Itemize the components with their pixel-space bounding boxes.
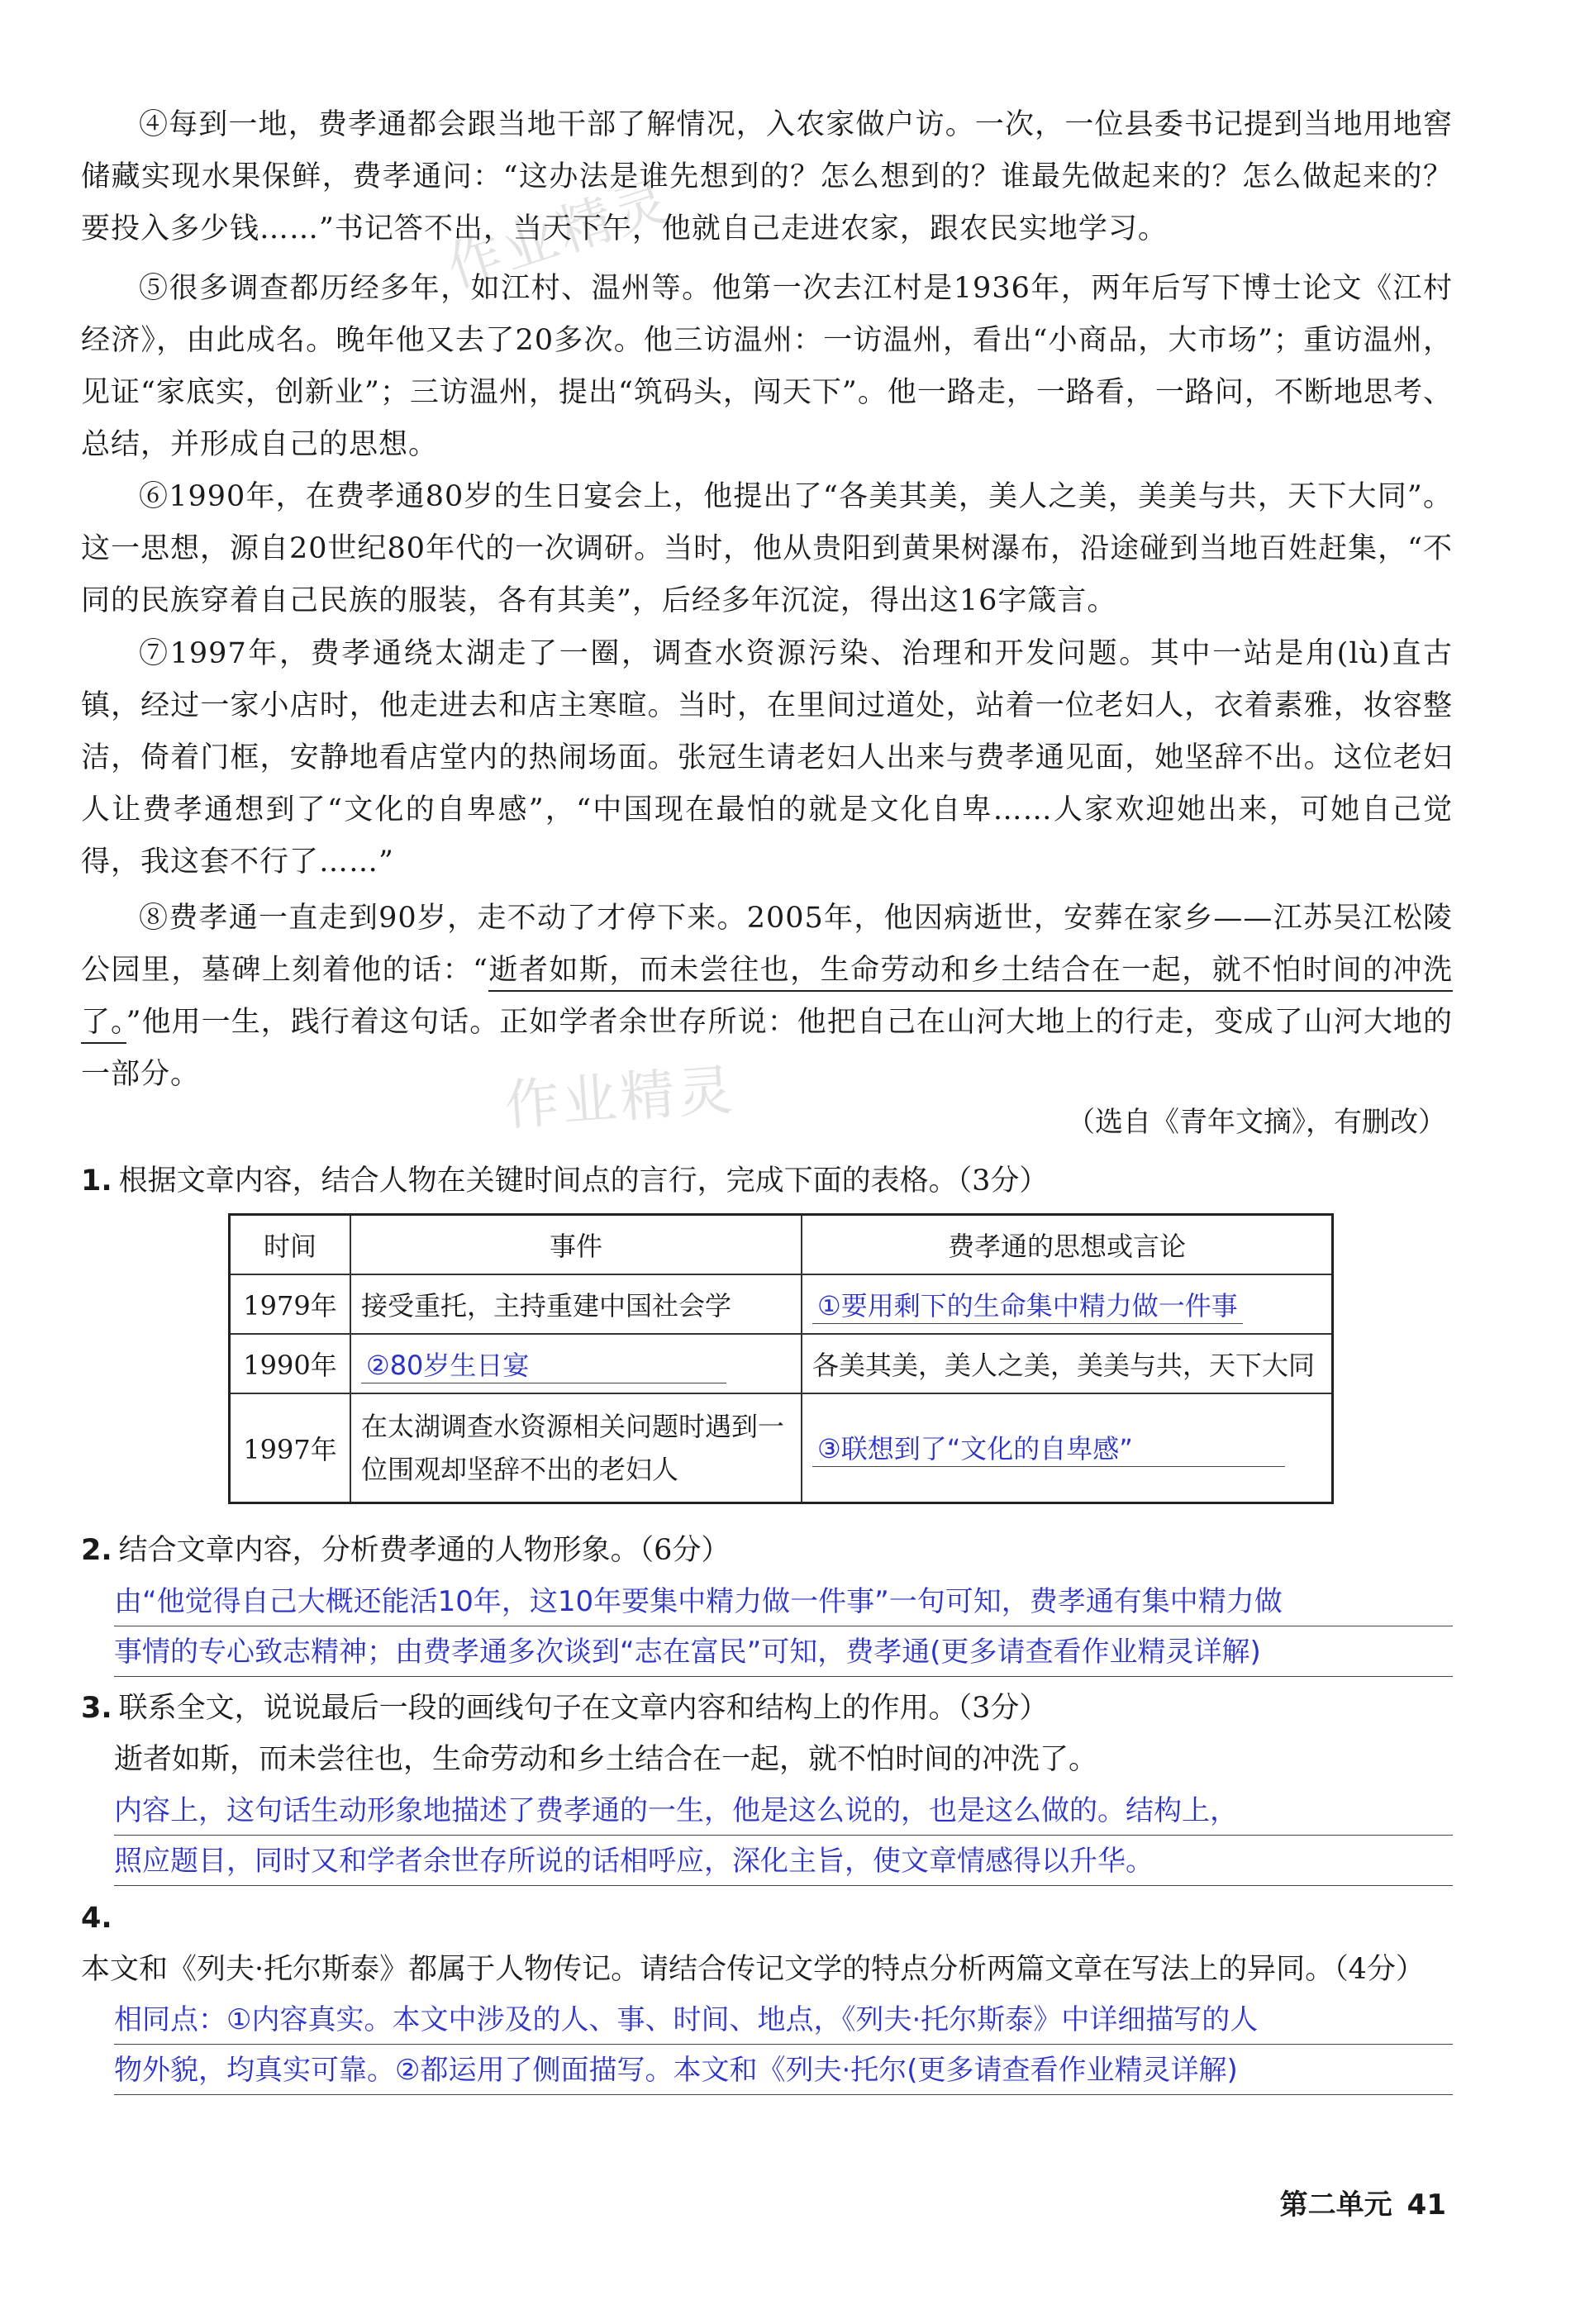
answer-table xyxy=(228,1213,1334,1504)
answer-blank[interactable]: ①要用剩下的生命集中精力做一件事 xyxy=(812,1285,1243,1324)
underlined-sentence: 逝者如斯，而未尝往也，生命劳动和乡土结合在一起，就不怕时间的冲洗了。 xyxy=(81,954,1453,1044)
row-event xyxy=(350,1334,802,1393)
unit-label: 第二单元 xyxy=(1279,2188,1392,2222)
question-1 xyxy=(81,1155,1461,1207)
row-time: 1997年 xyxy=(230,1393,351,1503)
row-event: 接受重托，主持重建中国社会学 xyxy=(350,1274,802,1334)
answer-area-4[interactable] xyxy=(114,1994,1453,2095)
page-footer xyxy=(1265,2182,1446,2222)
answer-area-3[interactable] xyxy=(114,1785,1453,1886)
question-2 xyxy=(81,1525,1461,1576)
header-thought: 费孝通的思想或言论 xyxy=(802,1215,1333,1275)
row-thought xyxy=(802,1393,1333,1503)
question-number: 4. xyxy=(81,1902,112,1935)
question-text: 结合文章内容，分析费孝通的人物形象。（6分） xyxy=(118,1534,731,1567)
answer-line: 内容上，这句话生动形象地描述了费孝通的一生，他是这么说的，也是这么做的。结构上， xyxy=(114,1785,1453,1836)
answer-line: 由“他觉得自己大概还能活10年，这10年要集中精力做一件事”一句可知，费孝通有集中精力做 xyxy=(114,1576,1453,1626)
page-number: 41 xyxy=(1407,2188,1446,2222)
question-text: 本文和《列夫·托尔斯泰》都属于人物传记。请结合传记文学的特点分析两篇文章在写法上的异同。（4分） xyxy=(81,1953,1425,1986)
paragraph-7: ⑦1997年，费孝通绕太湖走了一圈，调查水资源污染、治理和开发问题。其中一站是甪(lù)直古镇，经过一家小店时，他走进去和店主寒暄。当时，在里间过道处，站着一位老妇人，衣着素雅，妆容整洁，倚着门框，安静地看店堂内的热闹场面。张冠生请老妇人出来与费孝通见面，她坚辞不出。这位老妇人让费孝通想到了“文化的自卑感”，“中国现在最怕的就是文化自卑……人家欢迎她出来，可她自己觉得，我这套不行了……” xyxy=(81,637,1453,879)
row-time: 1979年 xyxy=(230,1274,351,1334)
answer-line: 相同点：①内容真实。本文中涉及的人、事、时间、地点，《列夫·托尔斯泰》中详细描写的人 xyxy=(114,1994,1453,2045)
paragraph-8-end: ”他用一生，践行着这句话。正如学者余世存所说：他把自己在山河大地上的行走，变成了山河大地的一部分。 xyxy=(81,1006,1453,1091)
paragraph-6: ⑥1990年，在费孝通80岁的生日宴会上，他提出了“各美其美，美人之美，美美与共，天下大同”。这一思想，源自20世纪80年代的一次调研。当时，他从贵阳到黄果树瀑布，沿途碰到当地百姓赶集，“不同的民族穿着自己民族的服装，各有其美”，后经多年沉淀，得出这16字箴言。 xyxy=(81,480,1453,617)
question-number: 3. xyxy=(81,1692,112,1725)
paragraph-5: ⑤很多调查都历经多年，如江村、温州等。他第一次去江村是1936年，两年后写下博士论文《江村经济》，由此成名。晚年他又去了20多次。他三访温州：一访温州，看出“小商品，大市场”；重访温州，见证“家底实，创新业”；三访温州，提出“筑码头，闯天下”。他一路走，一路看，一路问，不断地思考、总结，并形成自己的思想。 xyxy=(81,272,1453,461)
answer-line: 物外貌，均真实可靠。②都运用了侧面描写。本文和《列夫·托尔(更多请查看作业精灵详解) xyxy=(114,2045,1453,2095)
question-text: 根据文章内容，结合人物在关键时间点的言行，完成下面的表格。（3分） xyxy=(118,1164,1049,1198)
table-row xyxy=(230,1334,1333,1393)
table-header-row xyxy=(230,1215,1333,1275)
paragraph-4: ④每到一地，费孝通都会跟当地干部了解情况，入农家做户访。一次，一位县委书记提到当地用地窖储藏实现水果保鲜，费孝通问：“这办法是谁先想到的？怎么想到的？谁最先做起来的？怎么做起来的？要投入多少钱……”书记答不出，当天下午，他就自己走进农家，跟农民实地学习。 xyxy=(81,108,1453,245)
question-number: 1. xyxy=(81,1164,112,1198)
watermark: 作业精灵 xyxy=(502,1058,738,1138)
answer-line: 事情的专心致志精神；由费孝通多次谈到“志在富民”可知，费孝通(更多请查看作业精灵详解) xyxy=(114,1626,1453,1677)
question-4 xyxy=(81,1893,1461,1995)
quoted-sentence: 逝者如斯，而未尝往也，生命劳动和乡土结合在一起，就不怕时间的冲洗了。 xyxy=(114,1743,1098,1776)
row-time: 1990年 xyxy=(230,1334,351,1393)
table-row xyxy=(230,1274,1333,1334)
answer-blank[interactable]: ②80岁生日宴 xyxy=(361,1345,726,1383)
row-event: 在太湖调查水资源相关问题时遇到一位围观却坚辞不出的老妇人 xyxy=(350,1393,802,1503)
row-thought: 各美其美，美人之美，美美与共，天下大同 xyxy=(802,1334,1333,1393)
paragraph-8-start: ⑧费孝通一直走到90岁，走不动了才停下来。2005年，他因病逝世，安葬在家乡——江苏吴江松陵公园里，墓碑上刻着他的话：“ xyxy=(81,902,1453,987)
table-row xyxy=(230,1393,1333,1503)
question-text: 联系全文，说说最后一段的画线句子在文章内容和结构上的作用。（3分） xyxy=(118,1692,1049,1725)
question-number: 2. xyxy=(81,1534,112,1567)
paragraph-8 xyxy=(81,893,1453,1101)
watermark: 作业精灵 xyxy=(439,168,679,301)
header-time: 时间 xyxy=(230,1215,351,1275)
answer-area-2[interactable] xyxy=(114,1576,1453,1677)
question-3 xyxy=(81,1683,1461,1734)
row-thought xyxy=(802,1274,1333,1334)
answer-line: 照应题目，同时又和学者余世存所说的话相呼应，深化主旨，使文章情感得以升华。 xyxy=(114,1836,1453,1886)
header-event: 事件 xyxy=(350,1215,802,1275)
answer-blank[interactable]: ③联想到了“文化的自卑感” xyxy=(812,1428,1285,1467)
source-note: （选自《青年文摘》，有删改） xyxy=(1067,1106,1446,1139)
